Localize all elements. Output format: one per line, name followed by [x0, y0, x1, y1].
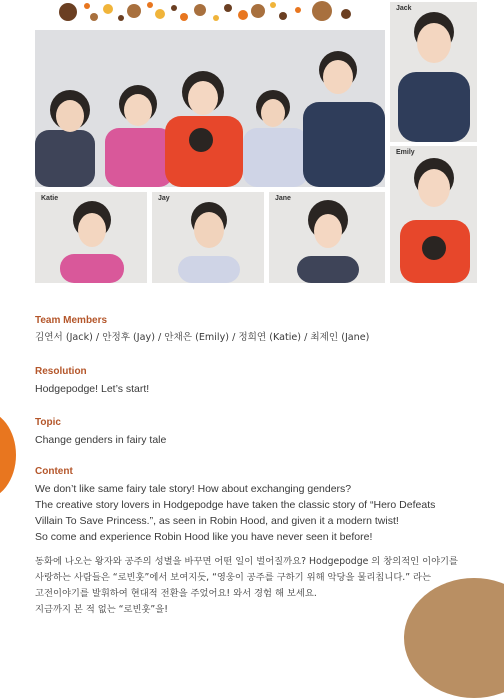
jack-label: Jack — [396, 5, 412, 12]
content-line: We don’t like same fairy tale story! How about exchanging genders? — [35, 483, 352, 495]
jack-photo — [390, 2, 477, 142]
jack-photo-image — [390, 2, 477, 142]
decorative-orange-circle — [0, 410, 16, 500]
team-members-heading: Team Members — [35, 315, 108, 326]
content-heading: Content — [35, 466, 73, 477]
jane-label: Jane — [275, 195, 291, 202]
resolution-text: Hodgepodge! Let’s start! — [35, 383, 150, 395]
korean-line: 동화에 나오는 왕자와 공주의 성별을 바꾸면 어떤 일이 벌어질까요? Hodgepodge 의 창의적인 이야기를 — [35, 556, 459, 567]
topic-heading: Topic — [35, 417, 61, 428]
content-line: Villain To Save Princess.”, as seen in Robin Hood, and given it a modern twist! — [35, 515, 399, 527]
korean-paragraph — [35, 554, 485, 618]
emily-photo-image — [390, 146, 477, 283]
topic-text: Change genders in fairy tale — [35, 434, 167, 446]
korean-line: 고전이야기를 발휘하여 현대적 전환을 주었어요! 와서 경험 해 보세요. — [35, 588, 317, 599]
emily-photo — [390, 146, 477, 283]
katie-photo-image — [35, 192, 147, 283]
content-line: The creative story lovers in Hodgepodge have taken the classic story of “Hero Defeats — [35, 499, 436, 511]
group-photo — [35, 30, 385, 187]
resolution-heading: Resolution — [35, 366, 87, 377]
content-line: So come and experience Robin Hood like you have never seen it before! — [35, 531, 373, 543]
korean-line: 사랑하는 사람들은 “로빈훗”에서 보여지듯, “영웅이 공주를 구하기 위해 악당을 물리칩니다.” 라는 — [35, 572, 431, 583]
resolution-section — [35, 366, 485, 397]
group-photo-image — [35, 30, 385, 187]
jay-photo-image — [152, 192, 264, 283]
jay-photo — [152, 192, 264, 283]
content-section — [35, 466, 485, 545]
jane-photo-image — [269, 192, 385, 283]
jay-label: Jay — [158, 195, 170, 202]
team-members-section — [35, 315, 485, 346]
jane-photo — [269, 192, 385, 283]
emily-label: Emily — [396, 149, 415, 156]
topic-section — [35, 417, 485, 448]
katie-label: Katie — [41, 195, 59, 202]
korean-line: 지금까지 본 적 없는 “로빈훗”을! — [35, 604, 168, 615]
team-members-text: 김연서 (Jack) / 안정후 (Jay) / 안채은 (Emily) / 정희연 (Katie) / 최제인 (Jane) — [35, 332, 370, 343]
katie-photo — [35, 192, 147, 283]
decorative-dots — [0, 0, 390, 26]
